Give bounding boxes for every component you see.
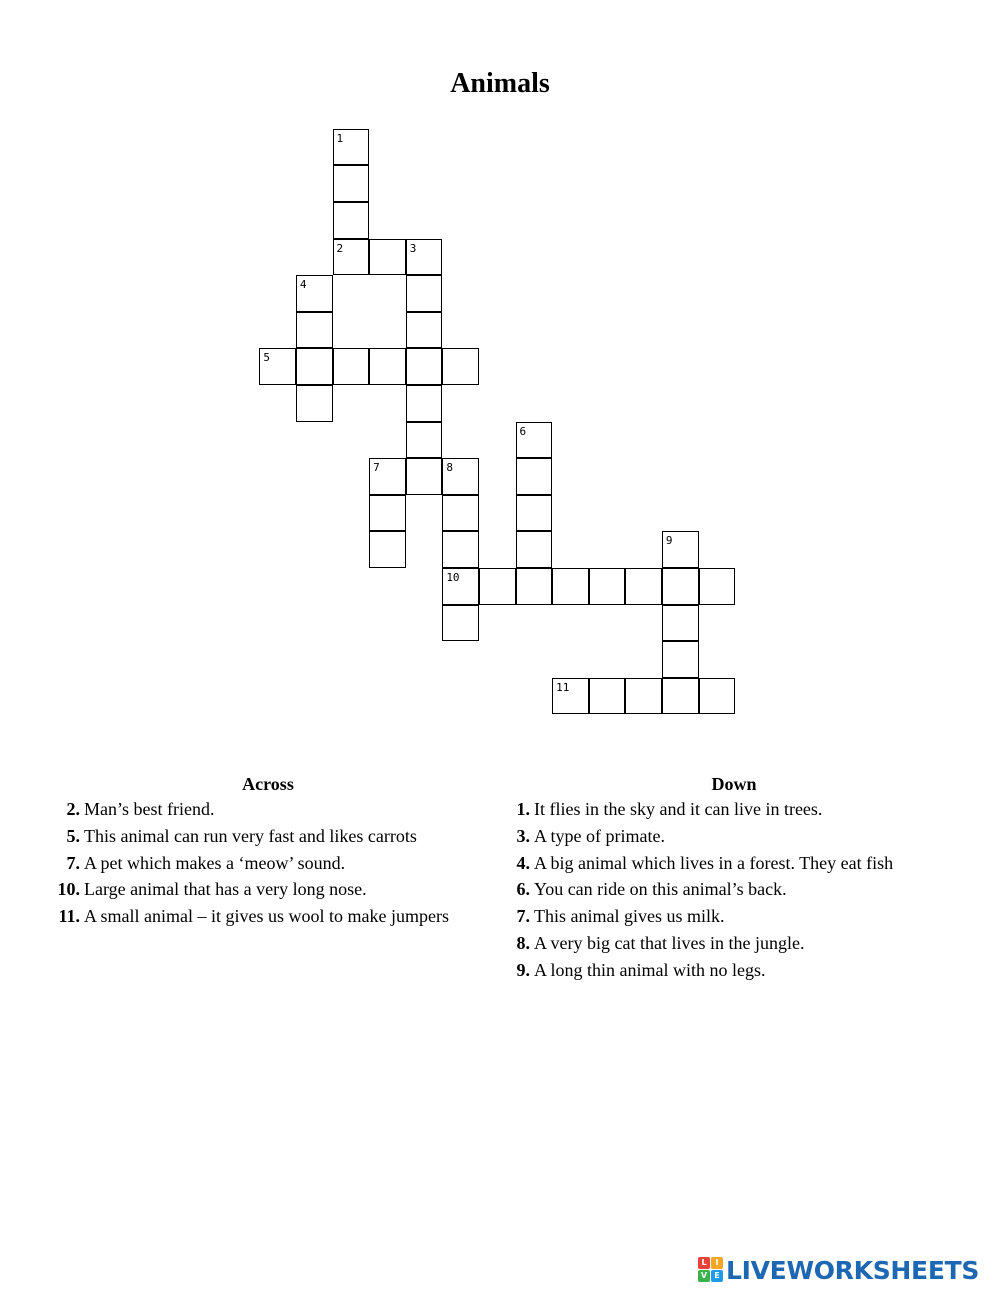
crossword-cell-input[interactable] [700,569,735,604]
crossword-cell-input[interactable] [297,386,332,421]
crossword-cell-input[interactable] [626,569,661,604]
crossword-cell[interactable] [516,422,553,459]
clue-number-label: 11 [556,680,570,694]
clue-across-5: 5. This animal can run very fast and likes carrots [66,825,417,846]
crossword-cell[interactable] [552,568,589,605]
crossword-cell-input[interactable] [443,532,478,567]
crossword-cell[interactable] [662,605,699,642]
crossword-cell-input[interactable] [334,166,369,201]
crossword-cell[interactable] [589,568,626,605]
crossword-cell[interactable] [625,678,662,715]
crossword-cell-input[interactable] [626,679,661,714]
clue-down-9: 9. A long thin animal with no legs. [516,959,766,980]
crossword-cell-input[interactable] [443,349,478,384]
clue-across-2: 2. Man’s best friend. [66,799,215,819]
crossword-cell-input[interactable] [443,569,478,604]
crossword-cell-input[interactable] [553,679,588,714]
crossword-cell[interactable] [259,348,296,385]
crossword-cell[interactable] [442,458,479,495]
crossword-cell[interactable] [699,568,736,605]
crossword-cell-input[interactable] [663,569,698,604]
logo-blocks-icon: L I V E [698,1257,724,1283]
crossword-cell[interactable] [369,458,406,495]
page-title: Animals [450,68,550,99]
crossword-cell[interactable] [296,348,333,385]
crossword-cell-input[interactable] [407,240,442,275]
across-heading: Across [242,774,294,794]
down-heading: Down [711,774,757,794]
across-clues [40,772,500,930]
crossword-cell[interactable] [662,678,699,715]
crossword-cell[interactable] [369,239,406,276]
crossword-cell[interactable] [333,202,370,239]
crossword-cell[interactable] [369,531,406,568]
crossword-cell-input[interactable] [590,679,625,714]
crossword-cell[interactable] [442,348,479,385]
crossword-cell-input[interactable] [700,679,735,714]
crossword-cell-input[interactable] [443,496,478,531]
liveworksheets-logo [698,1253,979,1287]
crossword-cell-input[interactable] [443,459,478,494]
crossword-cell[interactable] [516,495,553,532]
crossword-cell-input[interactable] [590,569,625,604]
crossword-cell-input[interactable] [663,532,698,567]
crossword-cell[interactable] [662,531,699,568]
clue-number-label: 9 [665,534,673,548]
clue-number-label: 4 [299,278,307,292]
crossword-cell[interactable] [333,348,370,385]
crossword-cell-input[interactable] [480,569,515,604]
crossword-cell[interactable] [699,678,736,715]
crossword-cell[interactable] [662,568,699,605]
crossword-cell-input[interactable] [334,349,369,384]
clue-number-label: 3 [409,241,417,255]
crossword-cell-input[interactable] [297,349,332,384]
crossword-cell-input[interactable] [407,423,442,458]
crossword-cell[interactable] [442,531,479,568]
clue-down-7: 7. This animal gives us milk. [516,906,725,927]
crossword-cell[interactable] [516,531,553,568]
crossword-cell-input[interactable] [517,569,552,604]
crossword-cell[interactable] [552,678,589,715]
crossword-cell[interactable] [662,641,699,678]
crossword-cell[interactable] [406,239,443,276]
crossword-cell-input[interactable] [517,532,552,567]
crossword-cell-input[interactable] [553,569,588,604]
crossword-cell-input[interactable] [407,459,442,494]
clue-number-label: 10 [446,571,460,584]
clue-across-10: 10. Large animal that has a very long nose. [57,879,367,900]
crossword-cell[interactable] [406,275,443,312]
crossword-cell[interactable] [333,165,370,202]
crossword-cell-input[interactable] [260,349,295,384]
crossword-cell[interactable] [442,568,479,605]
crossword-cell[interactable] [296,275,333,312]
crossword-cell-input[interactable] [370,349,405,384]
clue-down-3: 3. A type of primate. [516,825,665,846]
clue-number-label: 5 [263,351,270,365]
crossword-cell-input[interactable] [370,459,405,494]
clue-number-label: 1 [336,131,344,145]
crossword-cell-input[interactable] [370,240,405,275]
crossword-cell-input[interactable] [407,349,442,384]
clue-across-7: 7. A pet which makes a ‘meow’ sound. [66,852,346,873]
crossword-cell-input[interactable] [663,606,698,641]
crossword-cell[interactable] [296,385,333,422]
crossword-cell[interactable] [516,568,553,605]
crossword-cell[interactable] [516,458,553,495]
crossword-cell[interactable] [296,312,333,349]
clue-number-label: 8 [446,461,453,475]
crossword-cell-input[interactable] [517,459,552,494]
clue-number-label: 2 [336,241,344,255]
crossword-cell-input[interactable] [334,203,369,238]
crossword-cell[interactable] [406,422,443,459]
crossword-cell[interactable] [406,385,443,422]
crossword-cell-input[interactable] [407,276,442,311]
crossword-cell-input[interactable] [407,386,442,421]
crossword-cell-input[interactable] [370,496,405,531]
clue-down-6: 6. You can ride on this animal’s back. [516,879,787,900]
crossword-cell[interactable] [589,678,626,715]
crossword-cell[interactable] [333,239,370,276]
crossword-cell-input[interactable] [297,313,332,348]
clue-down-8: 8. A very big cat that lives in the jungle. [516,932,805,953]
crossword-cell-input[interactable] [443,606,478,641]
clue-down-1: 1. It flies in the sky and it can live in trees. [516,799,823,819]
crossword-cell[interactable] [442,495,479,532]
crossword-cell-input[interactable] [663,679,698,714]
down-clues [496,772,966,984]
crossword-cell[interactable] [369,495,406,532]
crossword-cell-input[interactable] [517,423,552,458]
crossword-cell[interactable] [406,312,443,349]
crossword-cell[interactable] [406,458,443,495]
crossword-cell-input[interactable] [517,496,552,531]
crossword-cell[interactable] [479,568,516,605]
clue-number-label: 6 [519,424,527,438]
brand-name: LIVEWORKSHEETS [726,1255,980,1285]
crossword-cell-input[interactable] [370,532,405,567]
crossword-cell[interactable] [369,348,406,385]
clue-down-4: 4. A big animal which lives in a forest. They eat fish [516,852,894,873]
crossword-cell-input[interactable] [297,276,332,311]
crossword-cell-input[interactable] [334,240,369,275]
crossword-cell-input[interactable] [334,130,369,165]
crossword-cell[interactable] [625,568,662,605]
crossword-cell[interactable] [442,605,479,642]
crossword-cell[interactable] [406,348,443,385]
crossword-cell[interactable] [333,129,370,166]
clue-across-11: 11. A small animal – it gives us wool to make jumpers [58,906,449,927]
crossword-cell-input[interactable] [663,642,698,677]
clue-number-label: 7 [373,461,380,475]
crossword-cell-input[interactable] [407,313,442,348]
